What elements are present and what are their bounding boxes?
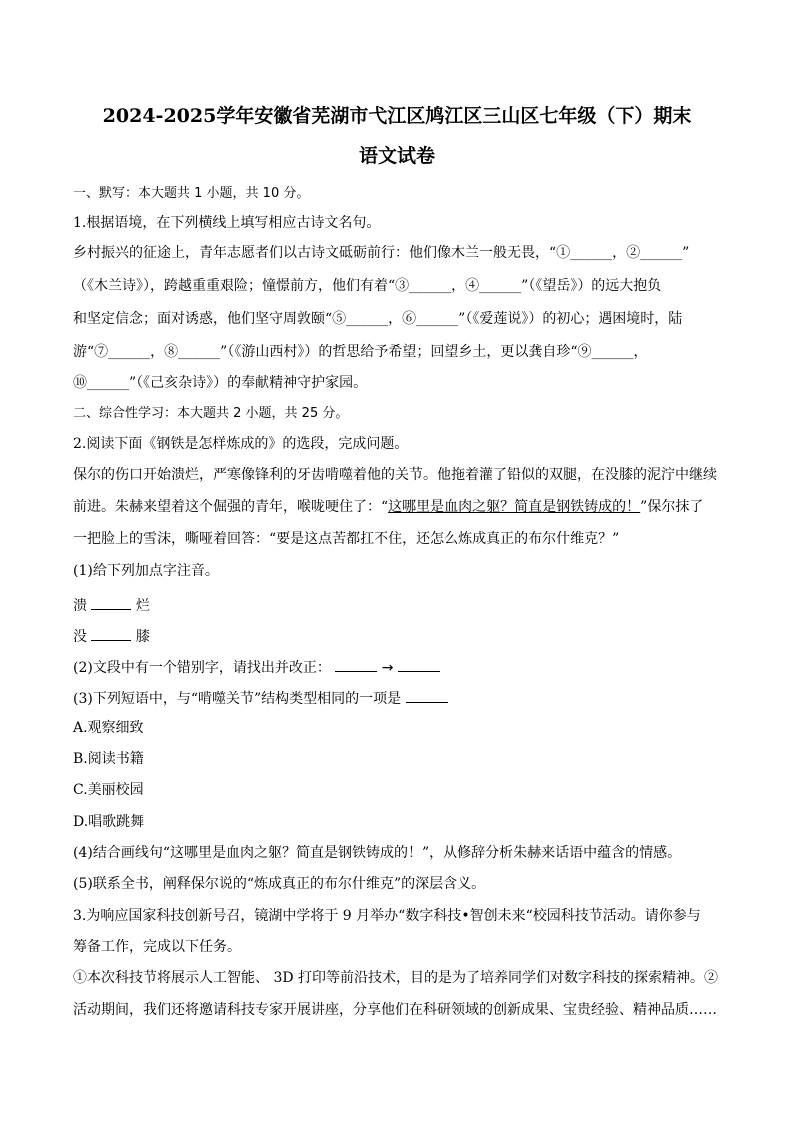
exam-title-line1: 2024-2025学年安徽省芜湖市弋江区鸠江区三山区七年级（下）期末 <box>102 105 692 127</box>
q3-line: 筹备工作，完成以下任务。 <box>73 939 241 955</box>
q1-passage-line: 游“⑦______，⑧______”（《游山西村》）的哲思给予希望；回望乡土，更以龚自珍“⑨______， <box>73 344 648 360</box>
q2-sub2 <box>73 656 723 678</box>
passage-text: 前进。朱赫来望着这个倔强的青年，喉咙哽住了：“ <box>73 499 389 515</box>
dotted-char: 溃 <box>73 598 87 614</box>
q2-sub1: (1)给下列加点字注音。 <box>73 563 219 579</box>
q2-sub3 <box>73 687 723 709</box>
answer-blank[interactable] <box>406 687 448 703</box>
dotted-char: 没 <box>73 629 87 645</box>
q1-stem: 1.根据语境，在下列横线上填写相应古诗文名句。 <box>73 215 381 231</box>
q2-stem: 2.阅读下面《钢铁是怎样炼成的》的选段，完成问题。 <box>73 436 409 452</box>
q3-line: 活动期间，我们还将邀请科技专家开展讲座，分享他们在科研领域的创新成果、宝贵经验、精神品质…… <box>73 1002 717 1018</box>
answer-blank[interactable] <box>335 656 377 672</box>
pinyin-item <box>73 594 723 616</box>
q1-passage-line: ⑩______”（《己亥杂诗》）的奉献精神守护家园。 <box>73 375 368 391</box>
arrow-icon: → <box>381 660 394 676</box>
q2-sub5: (5)联系全书，阐释保尔说的“炼成真正的布尔什维克”的深层含义。 <box>73 876 486 892</box>
option-c: C.美丽校园 <box>73 782 144 798</box>
dotted-char: 膝 <box>135 629 150 645</box>
q1-passage-line: （《木兰诗》），跨越重重艰险；憧憬前方，他们有着“③______，④______”（《望岳》）的远大抱负 <box>73 278 662 294</box>
q2-sub4: (4)结合画线句“这哪里是血肉之躯？简直是钢铁铸成的！”，从修辞分析朱赫来话语中蕴含的情感。 <box>73 845 682 861</box>
q2-passage-line <box>73 497 723 517</box>
dotted-char: 烂 <box>135 598 150 614</box>
option-d: D.唱歌跳舞 <box>73 814 145 830</box>
answer-blank[interactable] <box>91 594 131 610</box>
sub2-text: (2)文段中有一个错别字，请找出并改正： <box>73 660 331 676</box>
answer-blank[interactable] <box>398 656 440 672</box>
passage-text: ”保尔抹了 <box>640 499 704 515</box>
option-b: B.阅读书籍 <box>73 751 144 767</box>
underlined-sentence: 这哪里是血肉之躯？简直是钢铁铸成的！ <box>388 499 641 515</box>
q3-line: 3.为响应国家科技创新号召，镜湖中学将于 9 月举办“数字科技•智创未来“校园科技节活动。请你参与 <box>73 908 701 924</box>
pinyin-item <box>73 625 723 647</box>
q1-passage-line: 乡村振兴的征途上，青年志愿者们以古诗文砥砺前行：他们像木兰一般无畏，“①______，②______” <box>73 245 690 261</box>
q2-passage-line: 一把脸上的雪沫，嘶哑着回答：“要是这点苦都扛不住，还怎么炼成真正的布尔什维克？” <box>73 531 620 547</box>
option-a: A.观察细致 <box>73 720 144 736</box>
exam-title-line2: 语文试卷 <box>358 145 435 167</box>
q2-passage-line: 保尔的伤口开始溃烂，严寒像锋利的牙齿啃噬着他的关节。他拖着灌了铅似的双腿，在没膝的泥泞中继续 <box>73 467 717 483</box>
section2-heading: 二、综合性学习：本大题共 2 小题，共 25 分。 <box>73 406 349 421</box>
q1-passage-line: 和坚定信念；面对诱惑，他们坚守周敦颐“⑤______，⑥______”（《爱莲说》）的初心；遇困境时，陆 <box>73 311 683 327</box>
q3-line: ①本次科技节将展示人工智能、 3D 打印等前沿技术，目的是为了培养同学们对数字科技的探索精神。② <box>73 970 719 986</box>
section1-heading: 一、默写：本大题共 1 小题，共 10 分。 <box>73 186 310 201</box>
answer-blank[interactable] <box>91 625 131 641</box>
sub3-text: (3)下列短语中，与“啃噬关节”结构类型相同的一项是 <box>73 691 402 707</box>
